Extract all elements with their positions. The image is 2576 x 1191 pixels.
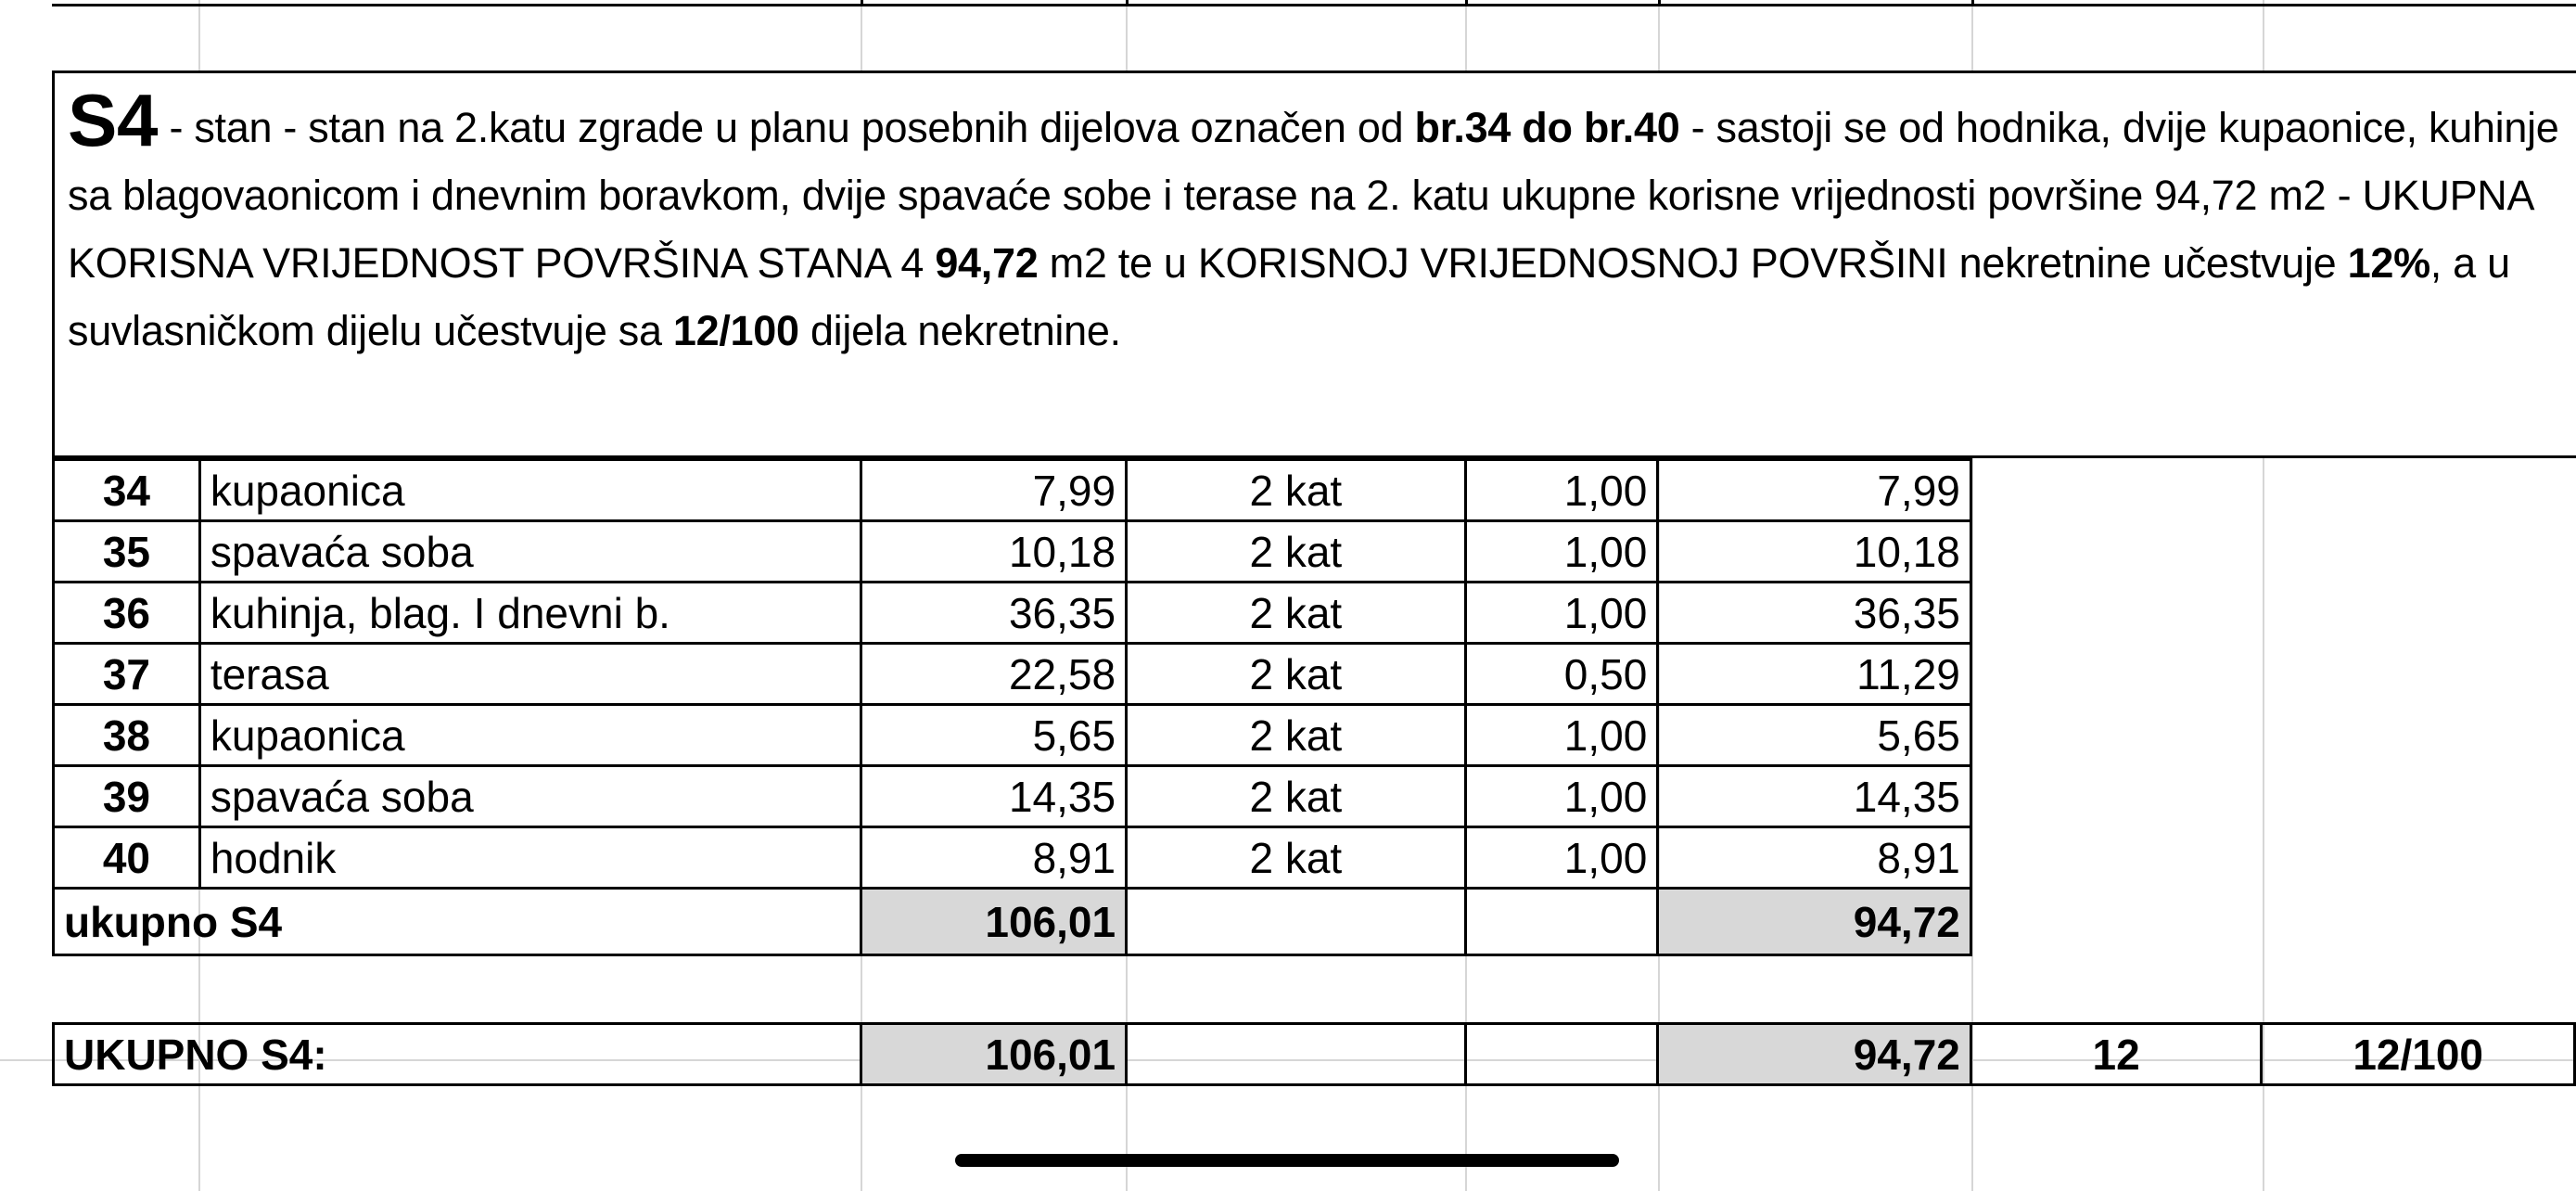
previous-row-border [52, 0, 2576, 6]
room-coefficient-cell[interactable]: 1,00 [1465, 766, 1658, 827]
room-name-cell[interactable]: hodnik [199, 827, 861, 889]
room-name-cell[interactable]: kupaonica [199, 460, 861, 521]
total-share[interactable]: 12/100 [2262, 1024, 2575, 1085]
total-row [54, 1024, 2575, 1085]
room-useful-area-cell[interactable]: 11,29 [1658, 644, 1971, 705]
description-share: 12/100 [672, 307, 799, 354]
empty-cell[interactable] [1970, 889, 2261, 955]
room-floor-cell[interactable]: 2 kat [1127, 583, 1465, 644]
room-coefficient-cell[interactable]: 1,00 [1465, 583, 1658, 644]
description-text: - sastoji se od hodnika, dvije kupaonice, kuhinje sa blagovaonicom i dnevnim boravkom, dvije spavaće sobe i terase na 2. katu ukupne korisne vrijednosti površine 94,72 m2 - UKUPNA KORISNA VRIJEDNOST POVRŠINA STANA 4 [68, 104, 2559, 287]
room-name-cell[interactable]: terasa [199, 644, 861, 705]
total-area[interactable]: 106,01 [861, 1024, 1127, 1085]
empty-cell[interactable] [1127, 1024, 1465, 1085]
room-floor-cell[interactable]: 2 kat [1127, 766, 1465, 827]
empty-cell[interactable] [1127, 889, 1465, 955]
empty-cell[interactable] [1465, 889, 1658, 955]
description-range: br.34 do br.40 [1414, 104, 1680, 151]
room-area-cell[interactable]: 8,91 [861, 827, 1127, 889]
room-floor-cell[interactable]: 2 kat [1127, 705, 1465, 766]
room-useful-area-cell[interactable]: 8,91 [1658, 827, 1971, 889]
table-row [54, 827, 2575, 889]
empty-cell[interactable] [2262, 705, 2575, 766]
room-floor-cell[interactable]: 2 kat [1127, 521, 1465, 583]
room-useful-area-cell[interactable]: 10,18 [1658, 521, 1971, 583]
description-area: 94,72 [935, 239, 1039, 287]
room-floor-cell[interactable]: 2 kat [1127, 644, 1465, 705]
cell-border [861, 0, 863, 6]
rooms-table-body [54, 460, 2575, 889]
table-row [54, 705, 2575, 766]
table-row [54, 766, 2575, 827]
room-coefficient-cell[interactable]: 1,00 [1465, 827, 1658, 889]
room-number-cell[interactable]: 37 [54, 644, 200, 705]
room-floor-cell[interactable]: 2 kat [1127, 460, 1465, 521]
empty-cell[interactable] [2262, 460, 2575, 521]
section-description-cell[interactable] [52, 70, 2576, 458]
empty-cell[interactable] [1465, 1024, 1658, 1085]
room-name-cell[interactable]: kupaonica [199, 705, 861, 766]
description-text: - stan - stan na 2.katu zgrade u planu posebnih dijelova označen od [158, 104, 1415, 151]
room-coefficient-cell[interactable]: 1,00 [1465, 705, 1658, 766]
room-area-cell[interactable]: 36,35 [861, 583, 1127, 644]
empty-cell[interactable] [1970, 644, 2261, 705]
total-label[interactable]: UKUPNO S4: [54, 1024, 861, 1085]
room-area-cell[interactable]: 10,18 [861, 521, 1127, 583]
room-useful-area-cell[interactable]: 14,35 [1658, 766, 1971, 827]
subtotal-label[interactable]: ukupno S4 [54, 889, 861, 955]
description-text: m2 te u KORISNOJ VRIJEDNOSNOJ POVRŠINI nekretnine učestvuje [1038, 239, 2348, 287]
subtotal-useful[interactable]: 94,72 [1658, 889, 1971, 955]
room-area-cell[interactable]: 22,58 [861, 644, 1127, 705]
room-coefficient-cell[interactable]: 0,50 [1465, 644, 1658, 705]
cell-border [1465, 0, 1468, 6]
empty-cell[interactable] [1970, 766, 2261, 827]
cell-border [1658, 0, 1661, 6]
room-area-cell[interactable]: 5,65 [861, 705, 1127, 766]
blank-row [54, 955, 2575, 1024]
description-text: dijela nekretnine. [798, 307, 1121, 354]
empty-cell[interactable] [1970, 705, 2261, 766]
empty-cell[interactable] [2262, 583, 2575, 644]
room-coefficient-cell[interactable]: 1,00 [1465, 521, 1658, 583]
empty-cell[interactable] [2262, 644, 2575, 705]
subtotal-row [54, 889, 2575, 955]
cell-border [1971, 0, 1974, 6]
total-percent[interactable]: 12 [1970, 1024, 2261, 1085]
room-number-cell[interactable]: 40 [54, 827, 200, 889]
empty-cell[interactable] [1970, 827, 2261, 889]
room-number-cell[interactable]: 38 [54, 705, 200, 766]
table-row [54, 644, 2575, 705]
room-useful-area-cell[interactable]: 36,35 [1658, 583, 1971, 644]
room-area-cell[interactable]: 14,35 [861, 766, 1127, 827]
table-row [54, 521, 2575, 583]
rooms-table [52, 458, 2576, 1086]
table-row [54, 583, 2575, 644]
empty-cell[interactable] [2262, 889, 2575, 955]
room-area-cell[interactable]: 7,99 [861, 460, 1127, 521]
room-number-cell[interactable]: 39 [54, 766, 200, 827]
room-number-cell[interactable]: 34 [54, 460, 200, 521]
table-row [54, 460, 2575, 521]
room-coefficient-cell[interactable]: 1,00 [1465, 460, 1658, 521]
room-name-cell[interactable]: kuhinja, blag. I dnevni b. [199, 583, 861, 644]
description-percent: 12% [2347, 239, 2430, 287]
description-text: , a u suvlasničkom dijelu učestvuje sa [68, 239, 2510, 354]
total-useful[interactable]: 94,72 [1658, 1024, 1971, 1085]
empty-cell[interactable] [54, 955, 2575, 1024]
section-code: S4 [68, 79, 159, 161]
room-useful-area-cell[interactable]: 5,65 [1658, 705, 1971, 766]
room-useful-area-cell[interactable]: 7,99 [1658, 460, 1971, 521]
room-name-cell[interactable]: spavaća soba [199, 521, 861, 583]
empty-cell[interactable] [1970, 460, 2261, 521]
room-number-cell[interactable]: 35 [54, 521, 200, 583]
empty-cell[interactable] [2262, 521, 2575, 583]
cell-border [1126, 0, 1129, 6]
empty-cell[interactable] [2262, 827, 2575, 889]
room-name-cell[interactable]: spavaća soba [199, 766, 861, 827]
room-floor-cell[interactable]: 2 kat [1127, 827, 1465, 889]
room-number-cell[interactable]: 36 [54, 583, 200, 644]
subtotal-area[interactable]: 106,01 [861, 889, 1127, 955]
home-indicator-bar[interactable] [955, 1154, 1619, 1167]
empty-cell[interactable] [1970, 521, 2261, 583]
empty-cell[interactable] [2262, 766, 2575, 827]
empty-cell[interactable] [1970, 583, 2261, 644]
